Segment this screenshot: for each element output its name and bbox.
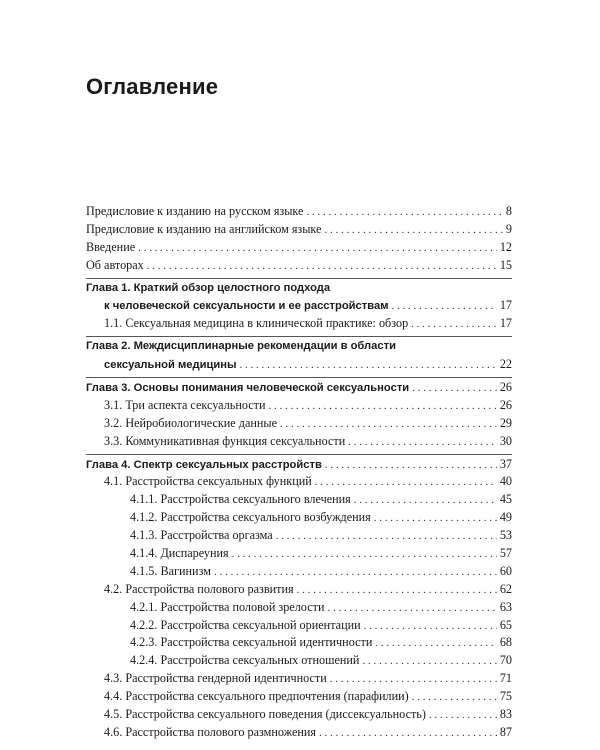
dot-leader <box>319 725 497 743</box>
dot-leader <box>276 528 497 546</box>
toc-page-number: 71 <box>499 671 512 686</box>
toc-subsection[interactable] <box>86 491 512 509</box>
toc-page-number: 9 <box>505 221 512 236</box>
toc-entry-title: 4.5. Расстройства сексуального поведения (диссексуальность) <box>104 707 426 722</box>
toc-section[interactable] <box>86 415 512 433</box>
dot-leader <box>306 204 502 222</box>
toc-entry-title: Об авторах <box>86 257 144 272</box>
toc-page-number: 40 <box>499 474 512 489</box>
toc-subsection[interactable] <box>86 652 512 670</box>
dot-leader <box>412 380 497 398</box>
dot-leader <box>354 492 497 510</box>
toc-entry[interactable] <box>86 221 512 239</box>
toc-section[interactable] <box>86 397 512 415</box>
toc-page-number: 70 <box>499 653 512 668</box>
chapter-title-line: Глава 3. Основы понимания человеческой сексуальности <box>86 382 410 395</box>
dot-leader <box>375 635 496 653</box>
dot-leader <box>324 222 502 240</box>
toc-entry-title: 4.2.1. Расстройства половой зрелости <box>130 599 325 614</box>
dot-leader <box>429 707 497 725</box>
toc-page-number: 83 <box>499 707 512 722</box>
toc-section[interactable] <box>86 688 512 706</box>
toc-subsection[interactable] <box>86 545 512 563</box>
toc-entry-title: 4.6. Расстройства полового размножения <box>104 724 317 739</box>
toc-page-number: 75 <box>499 689 512 704</box>
toc-entry[interactable] <box>86 239 512 257</box>
toc-page-number: 17 <box>499 316 512 331</box>
toc-entry-title: 4.4. Расстройства сексуального предпочтения (парафилии) <box>104 689 409 704</box>
chapter-divider <box>86 454 512 455</box>
dot-leader <box>214 564 497 582</box>
dot-leader <box>348 434 497 452</box>
toc-subsection[interactable] <box>86 634 512 652</box>
toc-page-number: 53 <box>499 528 512 543</box>
toc-page-number: 8 <box>505 204 512 218</box>
dot-leader <box>325 457 497 475</box>
toc-page-number: 26 <box>499 380 512 395</box>
toc-entry-title: 4.1. Расстройства сексуальных функций <box>104 474 312 489</box>
toc-entry-title: 4.1.2. Расстройства сексуального возбуждения <box>130 510 371 525</box>
dot-leader <box>240 357 497 375</box>
toc-page-number: 22 <box>499 357 512 372</box>
toc-section[interactable] <box>86 724 512 742</box>
toc-entry-title: 4.1.5. Вагинизм <box>130 563 211 578</box>
dot-leader <box>412 689 497 707</box>
toc-section[interactable] <box>86 706 512 724</box>
toc-page-number: 45 <box>499 492 512 507</box>
chapter-heading[interactable] <box>86 280 512 298</box>
toc-entry-title: 4.2. Расстройства полового развития <box>104 581 294 596</box>
toc-entry-title: 3.1. Три аспекта сексуальности <box>104 397 266 412</box>
toc-entry-title: 4.2.4. Расстройства сексуальных отношений <box>130 653 360 668</box>
toc-entry-title: 4.1.4. Диспареуния <box>130 546 229 561</box>
dot-leader <box>330 671 497 689</box>
toc-page-number: 57 <box>499 546 512 561</box>
chapter-divider <box>86 377 512 378</box>
toc-page-number: 87 <box>499 724 512 739</box>
chapter-title-line: Глава 2. Междисциплинарные рекомендации в области <box>86 340 396 353</box>
chapter-title-line: сексуальной медицины <box>104 359 237 372</box>
dot-leader <box>411 316 497 334</box>
chapter-title-line: к человеческой сексуальности и ее расстройствам <box>104 300 389 313</box>
toc-entry-title: 3.3. Коммуникативная функция сексуальности <box>104 433 346 448</box>
toc-entry-title: Предисловие к изданию на английском языке <box>86 221 322 236</box>
toc-subsection[interactable] <box>86 599 512 617</box>
toc-section[interactable] <box>86 473 512 491</box>
chapter-divider <box>86 336 512 337</box>
dot-leader <box>374 510 497 528</box>
chapter-title-line: Глава 1. Краткий обзор целостного подхода <box>86 281 331 294</box>
toc-entry-title: 4.2.2. Расстройства сексуальной ориентации <box>130 617 361 632</box>
toc-entry[interactable] <box>86 203 512 221</box>
toc-entry-title: Введение <box>86 239 136 254</box>
toc-entry-title: 4.1.3. Расстройства оргазма <box>130 528 273 543</box>
toc-entry[interactable] <box>86 257 512 275</box>
dot-leader <box>269 398 497 416</box>
dot-leader <box>280 416 497 434</box>
toc-subsection[interactable] <box>86 509 512 527</box>
toc-page-number: 65 <box>499 617 512 632</box>
toc-section[interactable] <box>86 670 512 688</box>
toc-section[interactable] <box>86 433 512 451</box>
toc-page-number: 68 <box>499 635 512 650</box>
chapter-title-line: Глава 4. Спектр сексуальных расстройств <box>86 458 322 471</box>
dot-leader <box>327 600 496 618</box>
toc-page-number: 26 <box>499 397 512 412</box>
toc-subsection[interactable] <box>86 527 512 545</box>
toc-entry-title: 1.1. Сексуальная медицина в клинической практике: обзор <box>104 316 409 331</box>
dot-leader <box>315 474 497 492</box>
toc-section[interactable] <box>86 581 512 599</box>
toc-page-number: 49 <box>499 510 512 525</box>
toc-page-number: 12 <box>499 239 512 254</box>
toc-entry-title: 4.2.3. Расстройства сексуальной идентичности <box>130 635 373 650</box>
toc-entry-title: 4.3. Расстройства гендерной идентичности <box>104 671 327 686</box>
toc-page-number: 29 <box>499 415 512 430</box>
page-title: Оглавление <box>86 74 219 99</box>
dot-leader <box>362 653 496 671</box>
toc-page-number: 15 <box>499 257 512 272</box>
dot-leader <box>364 618 497 636</box>
dot-leader <box>232 546 497 564</box>
chapter-divider <box>86 278 512 279</box>
dot-leader <box>138 240 497 258</box>
toc-page-number: 63 <box>499 599 512 614</box>
chapter-heading[interactable] <box>86 379 512 397</box>
dot-leader <box>391 298 496 316</box>
chapter-heading-continued[interactable] <box>86 297 512 315</box>
toc-page-number: 60 <box>499 563 512 578</box>
toc-page-number: 37 <box>499 456 512 471</box>
toc-subsection[interactable] <box>86 563 512 581</box>
toc-page-number: 17 <box>499 298 512 313</box>
toc-entry-title: 4.1.1. Расстройства сексуального влечения <box>130 492 351 507</box>
toc-page-number: 30 <box>499 433 512 448</box>
table-of-contents <box>86 203 512 742</box>
toc-section[interactable] <box>86 315 512 333</box>
dot-leader <box>297 582 497 600</box>
toc-entry-title: 3.2. Нейробиологические данные <box>104 415 278 430</box>
toc-page-number: 62 <box>499 581 512 596</box>
toc-subsection[interactable] <box>86 617 512 635</box>
chapter-heading-continued[interactable] <box>86 356 512 374</box>
chapter-heading[interactable] <box>86 456 512 474</box>
toc-entry-title: Предисловие к изданию на русском языке <box>86 204 304 218</box>
dot-leader <box>147 258 497 276</box>
chapter-heading[interactable] <box>86 338 512 356</box>
